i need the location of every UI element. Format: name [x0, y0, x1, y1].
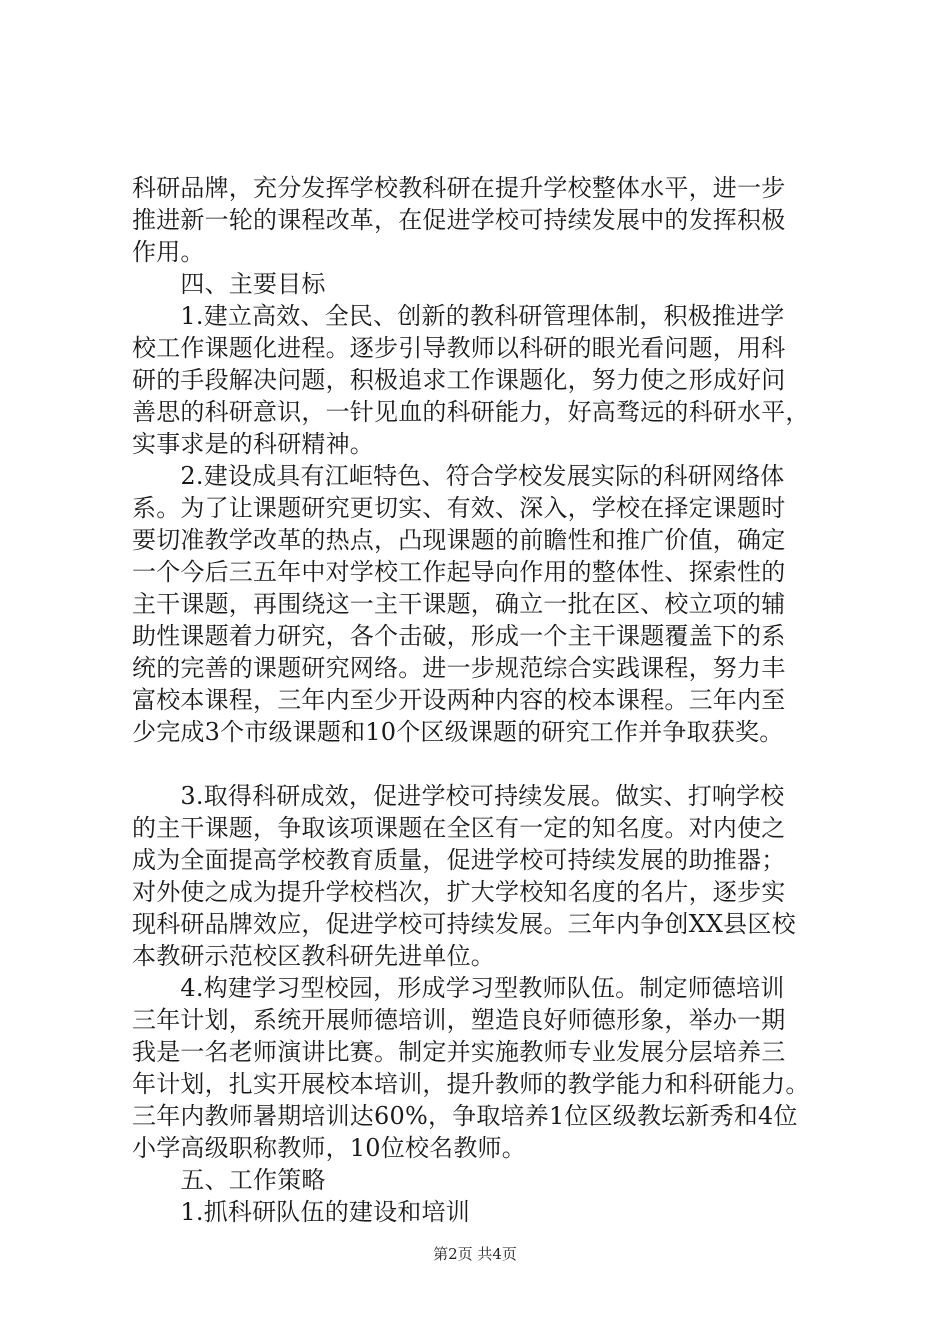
- section-heading: 五、工作策略: [132, 1166, 326, 1194]
- text-line: 主干课题，再围绕这一主干课题，确立一批在区、校立项的辅: [132, 590, 786, 618]
- text-line: 实事求是的科研精神。: [132, 430, 374, 458]
- document-body: [132, 172, 832, 1228]
- text-line: 本教研示范校区教科研先进单位。: [132, 942, 495, 970]
- text-line: 我是一名老师演讲比赛。制定并实施教师专业发展分层培养三: [132, 1038, 786, 1066]
- blank-line: [132, 748, 832, 780]
- text-line: 1.建立高效、全民、创新的教科研管理体制，积极推进学: [132, 302, 785, 330]
- text-line: 少完成3个市级课题和10个区级课题的研究工作并争取获奖。: [132, 718, 784, 746]
- text-line: 小学高级职称教师，10位校名教师。: [132, 1134, 526, 1162]
- text-line: 推进新一轮的课程改革，在促进学校可持续发展中的发挥积极: [132, 206, 786, 234]
- page-footer: [0, 1244, 950, 1264]
- text-line: 作用。: [132, 238, 205, 266]
- text-line: 3.取得科研成效，促进学校可持续发展。做实、打响学校: [132, 782, 785, 810]
- text-line: 三年计划，系统开展师德培训，塑造良好师德形象，举办一期: [132, 1006, 786, 1034]
- text-line: 成为全面提高学校教育质量，促进学校可持续发展的助推器；: [132, 846, 786, 874]
- text-line: 校工作课题化进程。逐步引导教师以科研的眼光看问题，用科: [132, 334, 786, 362]
- text-line: 现科研品牌效应，促进学校可持续发展。三年内争创XX县区校: [132, 910, 796, 938]
- page-number: 第2页 共4页: [433, 1245, 517, 1263]
- text-line: 科研品牌，充分发挥学校教科研在提升学校整体水平，进一步: [132, 174, 786, 202]
- text-line: 系。为了让课题研究更切实、有效、深入，学校在择定课题时: [132, 494, 786, 522]
- text-line: 年计划，扎实开展校本培训，提升教师的教学能力和科研能力。: [132, 1070, 810, 1098]
- text-line: 善思的科研意识，一针见血的科研能力，好高骛远的科研水平，: [132, 398, 810, 426]
- section-heading: 四、主要目标: [132, 270, 326, 298]
- text-line: 的主干课题，争取该项课题在全区有一定的知名度。对内使之: [132, 814, 786, 842]
- text-line: 富校本课程，三年内至少开设两种内容的校本课程。三年内至: [132, 686, 786, 714]
- text-line: 一个今后三五年中对学校工作起导向作用的整体性、探索性的: [132, 558, 786, 586]
- text-line: 1.抓科研队伍的建设和培训: [132, 1198, 470, 1226]
- text-line: 统的完善的课题研究网络。进一步规范综合实践课程，努力丰: [132, 654, 786, 682]
- text-line: 三年内教师暑期培训达60%，争取培养1位区级教坛新秀和4位: [132, 1102, 798, 1130]
- text-line: 2.建设成具有江岠特色、符合学校发展实际的科研网络体: [132, 462, 785, 490]
- text-line: 助性课题着力研究，各个击破，形成一个主干课题覆盖下的系: [132, 622, 786, 650]
- text-line: 要切准教学改革的热点，凸现课题的前瞻性和推广价值，确定: [132, 526, 786, 554]
- text-line: 研的手段解决问题，积极追求工作课题化，努力使之形成好问: [132, 366, 786, 394]
- text-line: 4.构建学习型校园，形成学习型教师队伍。制定师德培训: [132, 974, 785, 1002]
- text-line: 对外使之成为提升学校档次，扩大学校知名度的名片，逐步实: [132, 878, 786, 906]
